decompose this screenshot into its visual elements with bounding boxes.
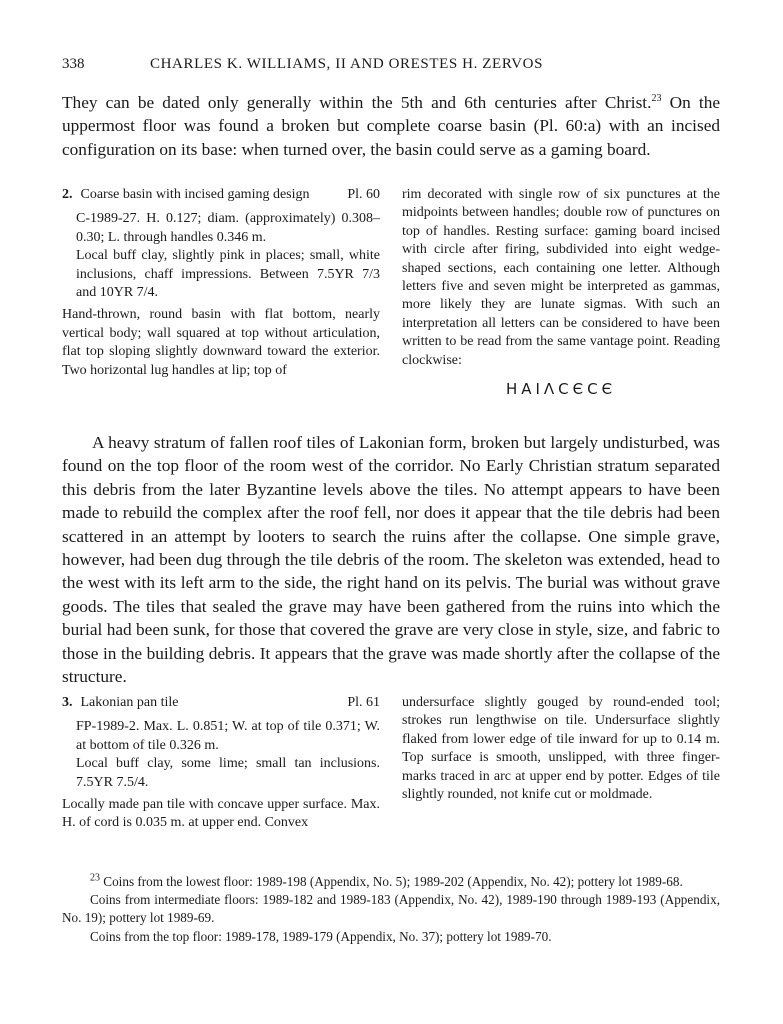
catalogue-item-3-left <box>62 694 380 833</box>
inventory-text: C-1989-27. H. 0.127; diam. (approximately) 0.308–0.30; L. through handles 0.346 m. <box>76 211 380 245</box>
catalogue-item-2-left <box>62 186 380 380</box>
footnote-line: Coins from intermediate floors: 1989-182 and 1989-183 (Appendix, No. 42), 1989-190 through 1989-193 (Appendix, No. 19); pottery lot 1989-69. <box>62 892 720 926</box>
catalogue-fabric <box>62 247 380 302</box>
catalogue-heading <box>62 694 380 712</box>
footnote-line: Coins from the lowest floor: 1989-198 (Appendix, No. 5); 1989-202 (Appendix, No. 42); pottery lot 1989-68. <box>100 874 683 889</box>
footnote-number: 23 <box>90 872 100 884</box>
catalogue-item-3-right <box>402 694 720 804</box>
fabric-text: Local buff clay, slightly pink in places; small, white inclusions, chaff impressions. Between 7.5YR 7/3 and 10YR 7/4. <box>76 248 380 301</box>
footnote-23 <box>62 873 720 891</box>
page-number: 338 <box>62 56 85 72</box>
inscription: ΗΑΙΛϹЄϹЄ <box>505 380 617 399</box>
catalogue-inventory <box>62 210 380 247</box>
description-right: rim decorated with single row of six punctures at the midpoints between handles; double row of punctures on top of handles. Resting surface: gaming board incised with circle after firing, subdivided into eight wedge-shaped sections, each containing one letter. Although letters five and seven might be interpreted as gammas, more likely they are lunate sigmas. With such an interpretation all letters can be considered to have been written to be read from the same vantage point. Reading clockwise: <box>402 187 720 368</box>
footnote-ref-23[interactable]: 23 <box>651 93 662 105</box>
intro-text: They can be dated only generally within the 5th and 6th centuries after Christ. <box>62 93 652 112</box>
plate-reference: Pl. 60 <box>347 187 380 202</box>
fabric-text: Local buff clay, some lime; small tan inclusions. 7.5YR 7.5/4. <box>76 756 380 790</box>
catalogue-item-2-right <box>402 186 720 398</box>
description-right: undersurface slightly gouged by round-ended tool; strokes run lengthwise on tile. Undersurface slightly flaked from lower edge of tile inward for up to 0.14 m. Top surface is smooth, unslipped, with three finger-marks traced in arc at upper end by potter. Edges of tile slightly rounded, not knife cut or moldmade. <box>402 695 720 803</box>
catalogue-heading <box>62 186 380 204</box>
description-left: Locally made pan tile with concave upper surface. Max. H. of cord is 0.035 m. at upper end. Convex <box>62 797 380 831</box>
plate-reference: Pl. 61 <box>347 695 380 710</box>
tile-stratum-paragraph: A heavy stratum of fallen roof tiles of Lakonian form, broken but largely undisturbed, was found on the top floor of the room west of the corridor. No Early Christian stratum separated this debris from the later Byzantine levels above the tiles. No attempt appears to have been made to rebuild the complex after the roof fell, nor does it appear that the tile debris had been scattered in an attempt by looters to search the ruins after the collapse. One simple grave, however, had been dug through the tile debris of the room. The skeleton was extended, head to the west with its left arm to the side, the right hand on its pelvis. The burial was without grave goods. The tiles that sealed the grave may have been gathered from the ruins into which the burial had been sunk, for those that covered the grave are very close in style, size, and fabric to those in the building debris. It appears that the grave was made shortly after the collapse of the structure. <box>62 433 720 687</box>
catalogue-title-block <box>62 694 347 712</box>
footnotes <box>62 873 720 946</box>
catalogue-inventory <box>62 718 380 755</box>
footnote-line: Coins from the top floor: 1989-178, 1989-179 (Appendix, No. 37); pottery lot 1989-70. <box>90 928 552 944</box>
description-left: Hand-thrown, round basin with flat bottom, nearly vertical body; wall squared at top without articulation, flat top sloping slightly downward toward the exterior. Two horizontal lug handles at lip; top of <box>62 307 380 378</box>
catalogue-number: 2. <box>62 187 73 202</box>
intro-paragraph <box>62 91 720 161</box>
catalogue-title-block <box>62 186 347 204</box>
inventory-text: FP-1989-2. Max. L. 0.851; W. at top of tile 0.371; W. at bottom of tile 0.326 m. <box>76 719 380 753</box>
catalogue-fabric <box>62 755 380 792</box>
catalogue-number: 3. <box>62 695 73 710</box>
intro-text-continued: On the uppermost floor was found a broken but complete coarse basin (Pl. 60:a) with an incised configuration on its base: when turned over, the basin could serve as a gaming board. <box>62 93 721 159</box>
running-head: CHARLES K. WILLIAMS, II AND ORESTES H. ZERVOS <box>150 56 544 72</box>
catalogue-title: Lakonian pan tile <box>80 695 179 710</box>
catalogue-title: Coarse basin with incised gaming design <box>80 187 310 202</box>
